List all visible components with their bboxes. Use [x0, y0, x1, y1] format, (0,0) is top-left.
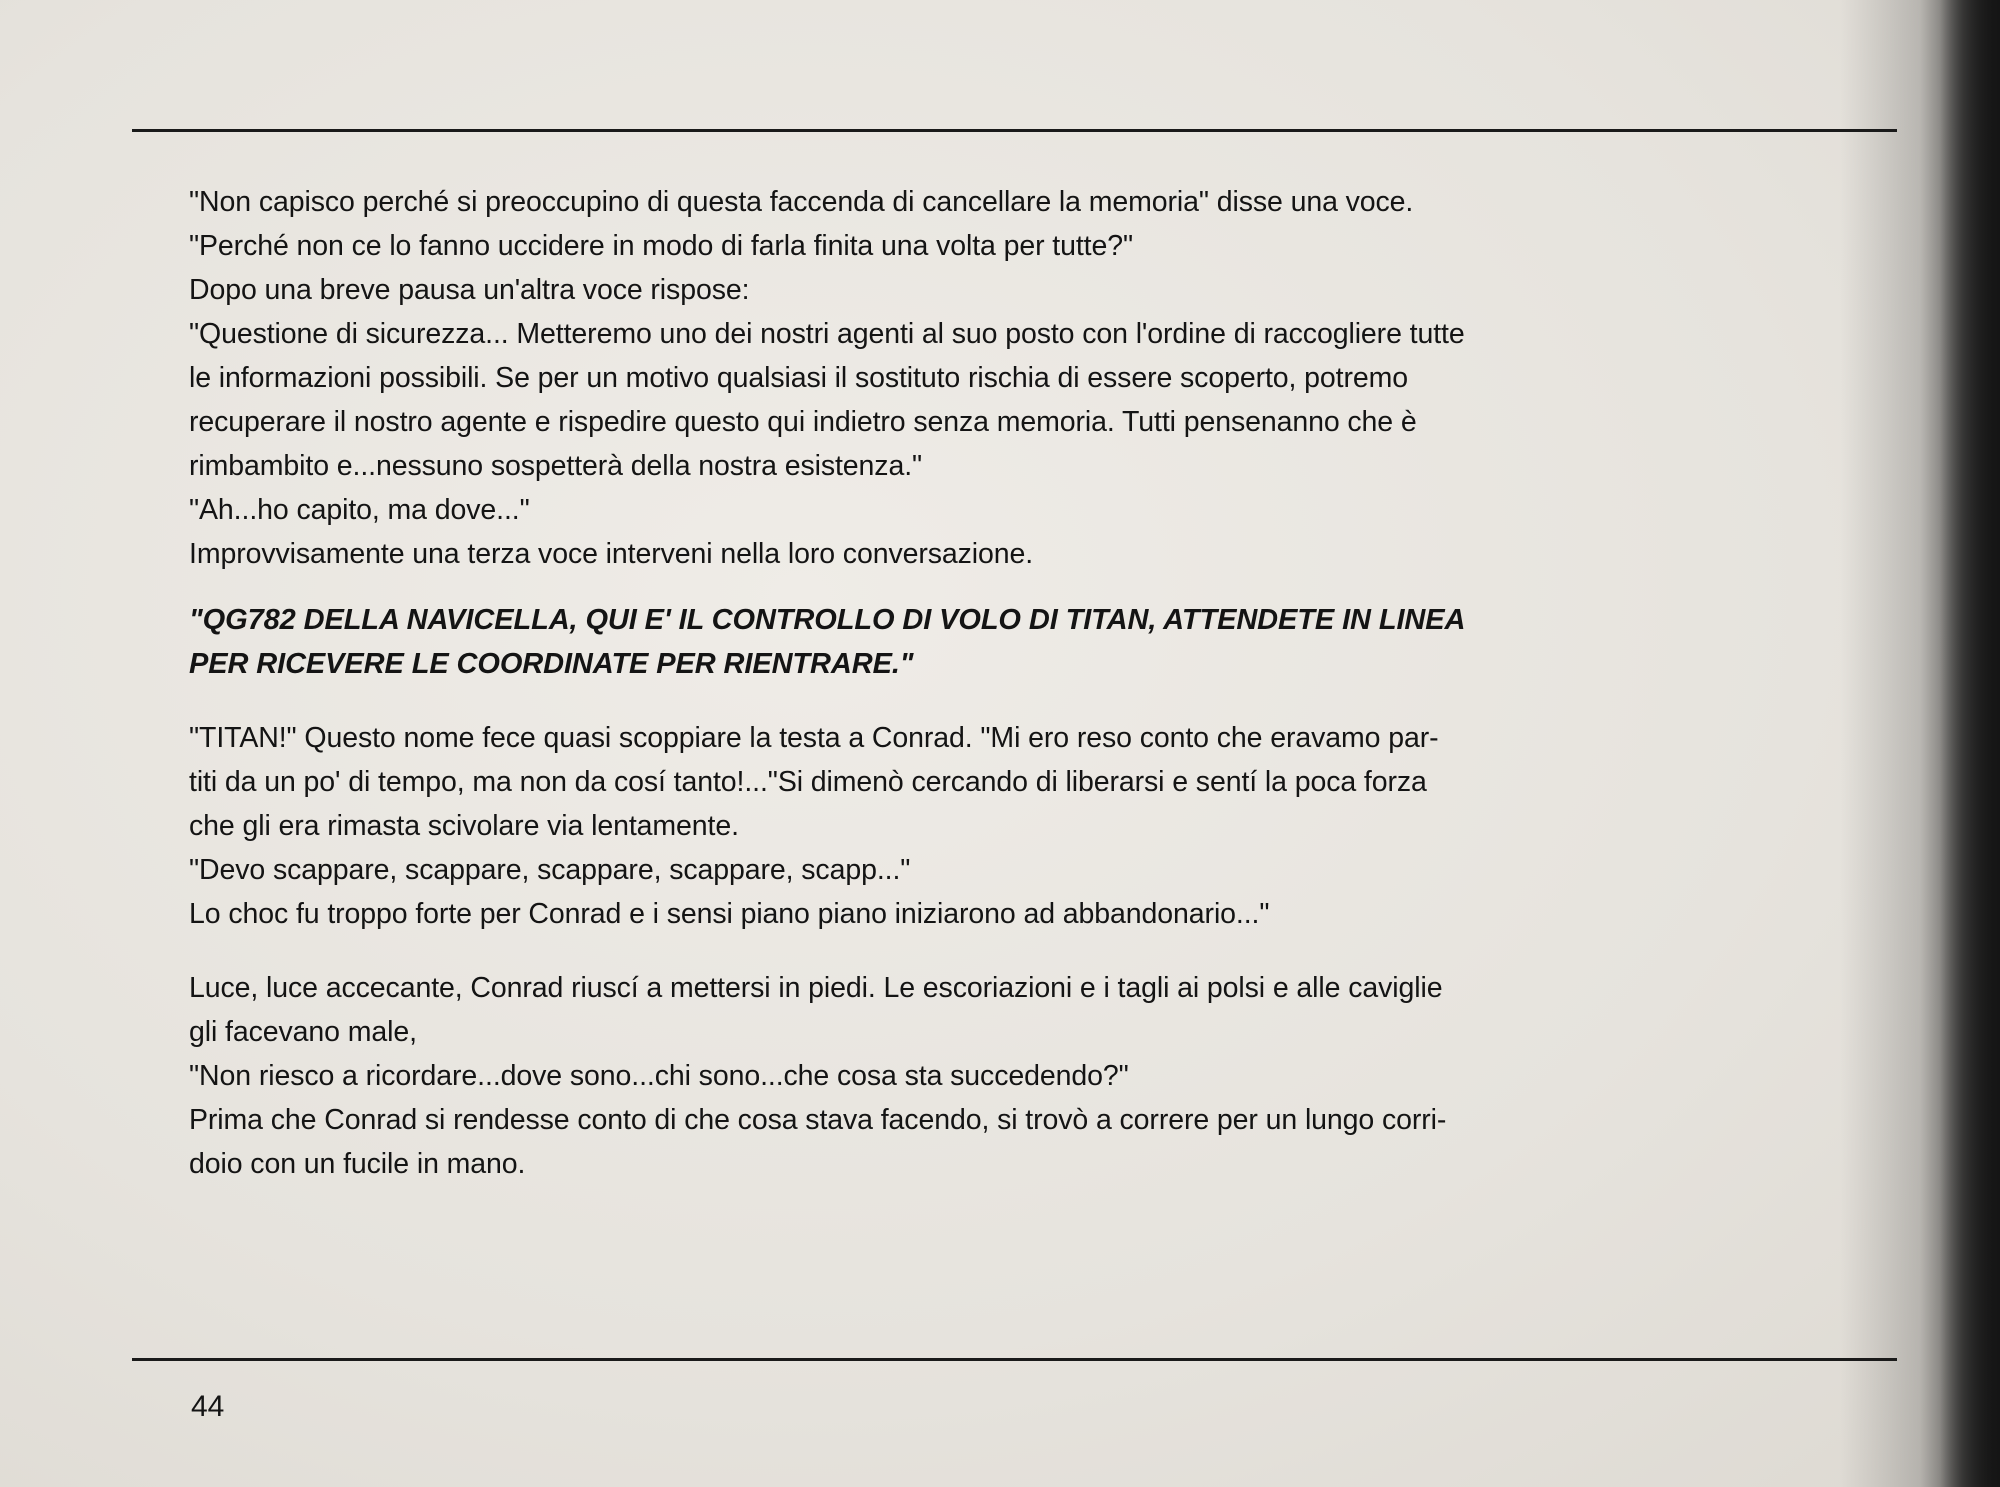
- text-line: Dopo una breve pausa un'altra voce rispose:: [189, 274, 750, 306]
- text-line: "Ah...ho capito, ma dove...": [189, 494, 530, 526]
- text-line: Improvvisamente una terza voce interveni nella loro conversazione.: [189, 538, 1034, 570]
- text-line: "Non capisco perché si preoccupino di questa faccenda di cancellare la memoria" disse una voce.: [189, 186, 1414, 218]
- paragraph-spacer: [189, 936, 1899, 966]
- text-line: "Devo scappare, scappare, scappare, scappare, scapp...": [189, 854, 911, 886]
- text-line: che gli era rimasta scivolare via lentamente.: [189, 810, 739, 842]
- paragraph-spacer: [189, 576, 1899, 598]
- paragraph-light: [189, 966, 1899, 1186]
- text-line: recuperare il nostro agente e rispedire questo qui indietro senza memoria. Tutti pensenanno che è: [189, 406, 1417, 438]
- text-line: rimbambito e...nessuno sospetterà della nostra esistenza.": [189, 450, 923, 482]
- text-line: Lo choc fu troppo forte per Conrad e i sensi piano piano iniziarono ad abbandonario...": [189, 898, 1270, 930]
- text-line: titi da un po' di tempo, ma non da cosí tanto!..."Si dimenò cercando di liberarsi e sentí la poca forza: [189, 766, 1427, 798]
- page-number: 44: [191, 1390, 225, 1423]
- text-line: le informazioni possibili. Se per un motivo qualsiasi il sostituto rischia di essere scoperto, potremo: [189, 362, 1409, 394]
- text-line: doio con un fucile in mano.: [189, 1148, 526, 1180]
- body-text: [189, 180, 1899, 1186]
- text-line: "QG782 DELLA NAVICELLA, QUI E' IL CONTROLLO DI VOLO DI TITAN, ATTENDETE IN LINEA: [189, 604, 1466, 636]
- text-line: gli facevano male,: [189, 1016, 417, 1048]
- paragraph-radio-message: [189, 598, 1899, 686]
- paragraph-dialogue: [189, 180, 1899, 576]
- text-line: PER RICEVERE LE COORDINATE PER RIENTRARE.": [189, 648, 914, 680]
- text-line: "Perché non ce lo fanno uccidere in modo di farla finita una volta per tutte?": [189, 230, 1134, 262]
- text-line: Luce, luce accecante, Conrad riuscí a mettersi in piedi. Le escoriazioni e i tagli ai polsi e alle caviglie: [189, 972, 1443, 1004]
- text-line: "Non riesco a ricordare...dove sono...chi sono...che cosa sta succedendo?": [189, 1060, 1129, 1092]
- paragraph-spacer: [189, 686, 1899, 716]
- paragraph-titan: [189, 716, 1899, 936]
- text-line: "TITAN!" Questo nome fece quasi scoppiare la testa a Conrad. "Mi ero reso conto che eravamo par-: [189, 722, 1439, 754]
- text-line: "Questione di sicurezza... Metteremo uno dei nostri agenti al suo posto con l'ordine di raccogliere tutte: [189, 318, 1465, 350]
- top-rule: [132, 129, 1897, 132]
- text-line: Prima che Conrad si rendesse conto di che cosa stava facendo, si trovò a correre per un lungo corri-: [189, 1104, 1447, 1136]
- bottom-rule: [132, 1358, 1897, 1361]
- binding-shadow: [1940, 0, 2000, 1487]
